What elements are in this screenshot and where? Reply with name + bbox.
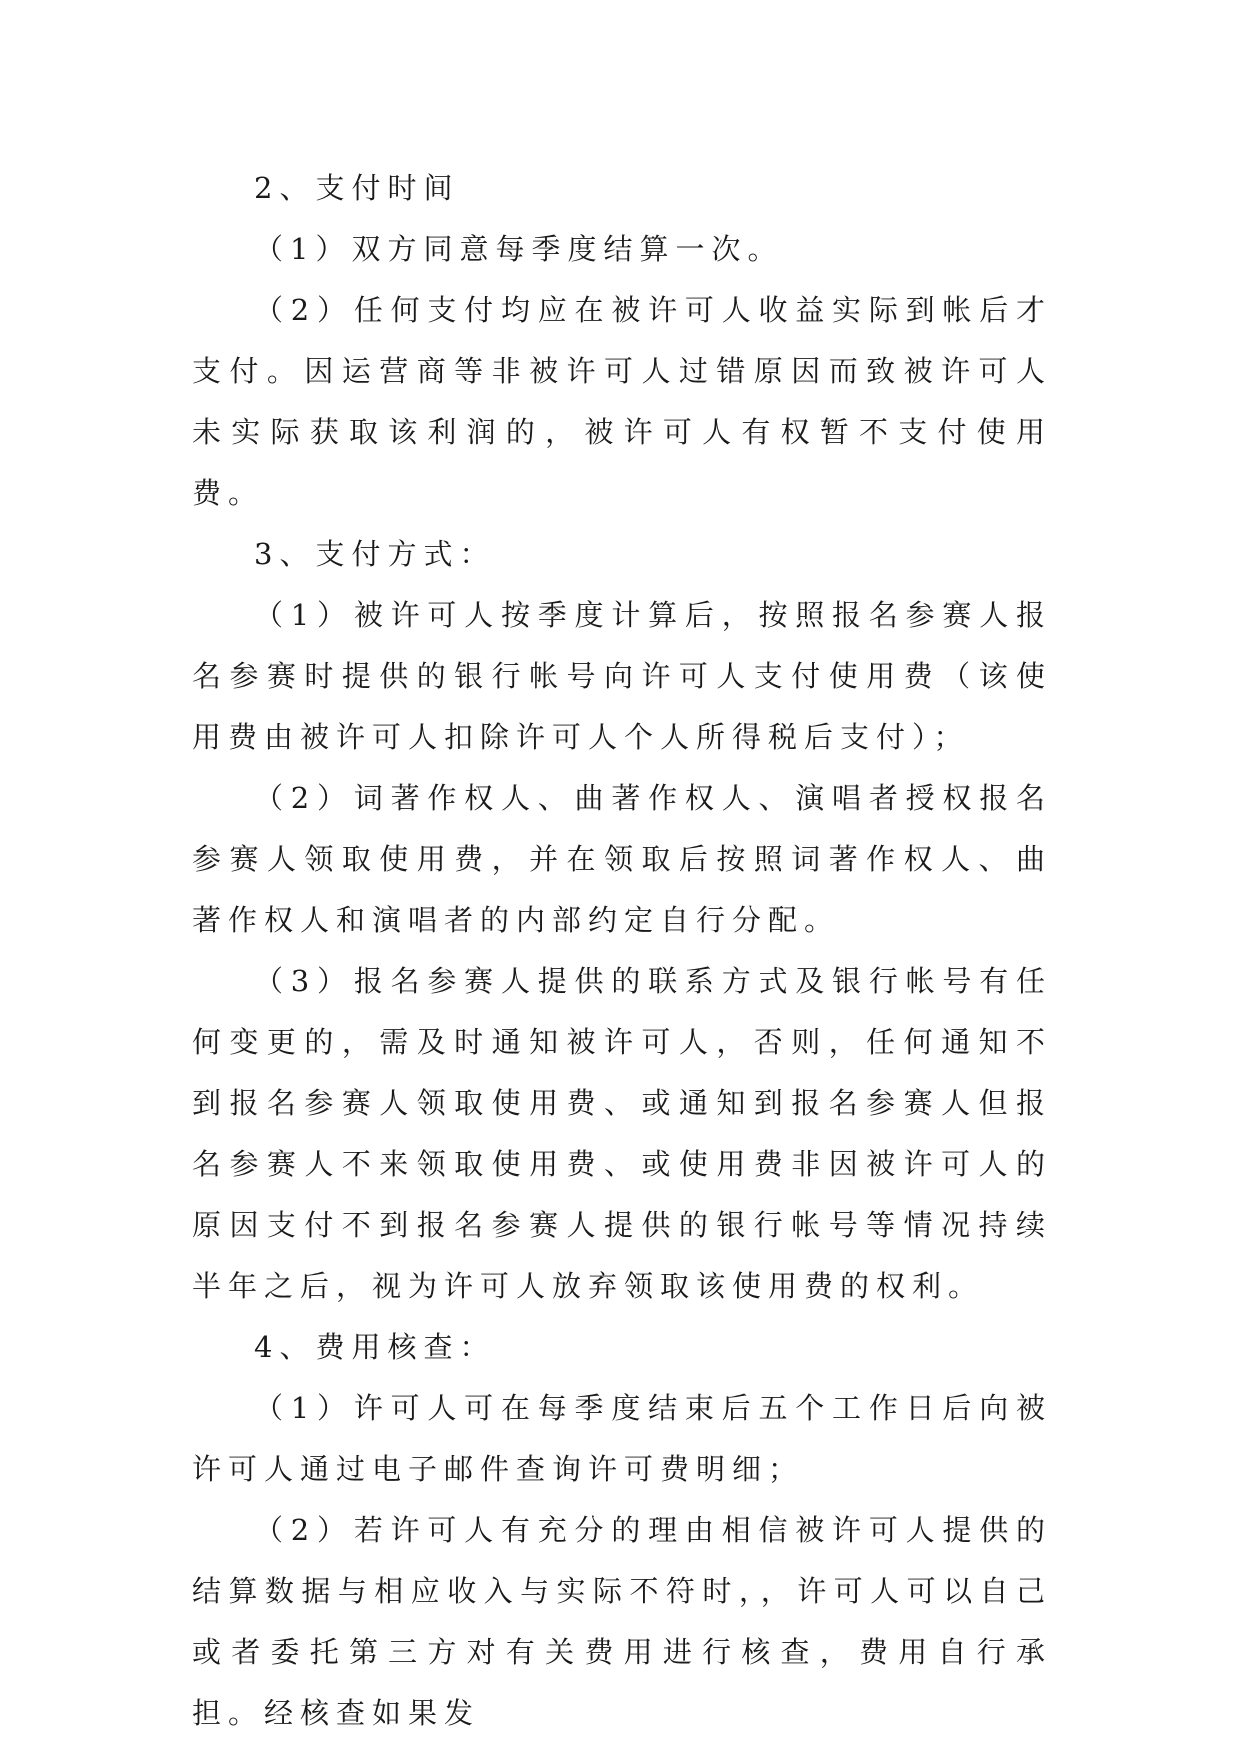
section-heading-fee-audit: 4、费用核查： <box>254 1330 496 1364</box>
clause-paragraph: （2）词著作权人、曲著作权人、演唱者授权报名参赛人领取使用费，并在领取后按照词著作权人、曲著作权人和演唱者的内部约定自行分配。 <box>192 781 1052 937</box>
clause-paragraph: （2）若许可人有充分的理由相信被许可人提供的结算数据与相应收入与实际不符时，，许可人可以自己或者委托第三方对有关费用进行核查，费用自行承担。经核查如果发 <box>192 1513 1052 1730</box>
clause-paragraph: （1）被许可人按季度计算后，按照报名参赛人报名参赛时提供的银行帐号向许可人支付使用费（该使用费由被许可人扣除许可人个人所得税后支付）； <box>192 598 1052 754</box>
clause-paragraph: （1）双方同意每季度结算一次。 <box>254 232 784 266</box>
clause-paragraph: （1）许可人可在每季度结束后五个工作日后向被许可人通过电子邮件查询许可费明细； <box>192 1391 1052 1486</box>
clause-paragraph: （3）报名参赛人提供的联系方式及银行帐号有任何变更的，需及时通知被许可人，否则，任何通知不到报名参赛人领取使用费、或通知到报名参赛人但报名参赛人不来领取使用费、或使用费非因被许可人的原因支付不到报名参赛人提供的银行帐号等情况持续半年之后，视为许可人放弃领取该使用费的权利。 <box>192 964 1052 1303</box>
section-heading-payment-method: 3、支付方式： <box>254 537 496 571</box>
clause-paragraph: （2）任何支付均应在被许可人收益实际到帐后才支付。因运营商等非被许可人过错原因而致被许可人未实际获取该利润的，被许可人有权暂不支付使用费。 <box>192 293 1052 510</box>
document-body <box>192 158 1052 1744</box>
section-heading-payment-time: 2、支付时间 <box>254 171 460 205</box>
